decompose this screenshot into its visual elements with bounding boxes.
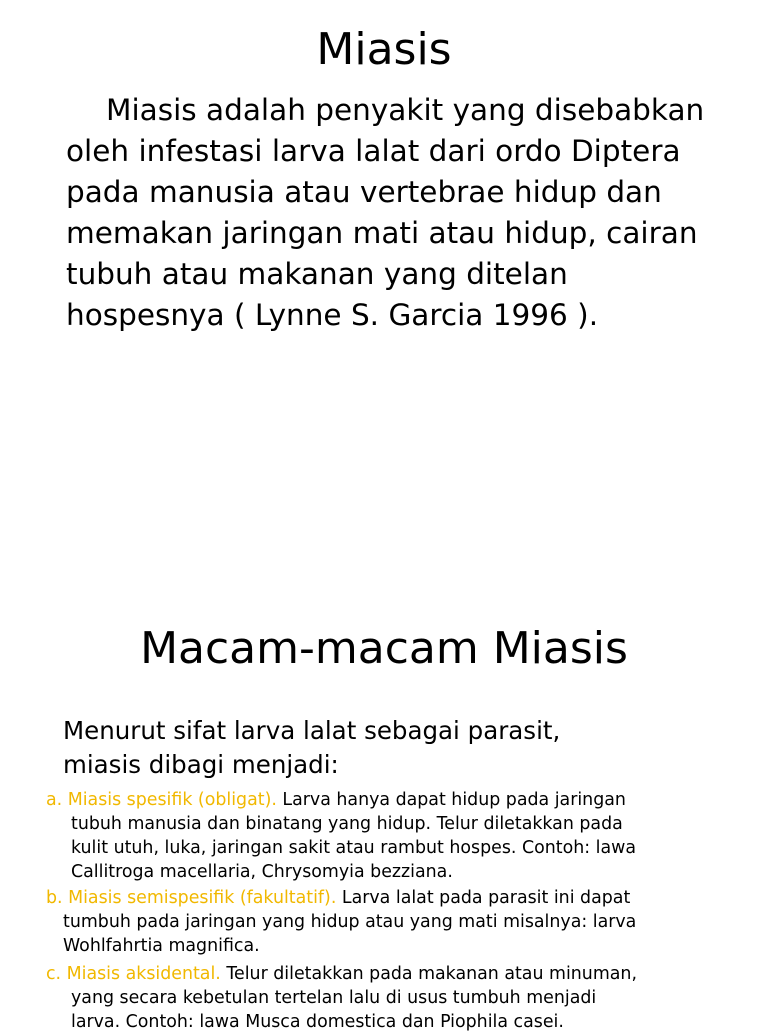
list-item-text: Telur diletakkan pada makanan atau minuman,	[226, 964, 637, 984]
list-item-label: a. Miasis spesifik (obligat).	[46, 790, 277, 810]
list-item-text: Wohlfahrtia magnifica.	[63, 936, 260, 956]
list-item-label: b. Miasis semispesifik (fakultatif).	[46, 888, 337, 908]
list-item-text: Larva hanya dapat hidup pada jaringan	[282, 790, 626, 810]
list-item-miasis-aksidental	[46, 962, 637, 1034]
list-item-first-line	[46, 962, 637, 986]
list-item-text: Callitroga macellaria, Chrysomyia bezziana.	[71, 862, 453, 882]
list-item-text: tubuh manusia dan binatang yang hidup. Telur diletakkan pada	[71, 814, 623, 834]
intro-line-2: miasis dibagi menjadi:	[63, 750, 339, 779]
slide2-intro	[63, 714, 703, 782]
list-item-label: c. Miasis aksidental.	[46, 964, 221, 984]
slide1-body-paragraph: Miasis adalah penyakit yang disebabkan oleh infestasi larva lalat dari ordo Diptera pada manusia atau vertebrae hidup dan memakan jaringan mati atau hidup, cairan tubuh atau makanan yang ditelan hospesnya ( Lynne S. Garcia 1996 ).	[66, 93, 705, 332]
intro-line-1: Menurut sifat larva lalat sebagai parasit,	[63, 716, 561, 745]
list-item-text: larva. Contoh: lawa Musca domestica dan Piophila casei.	[71, 1012, 564, 1032]
list-item-text: yang secara kebetulan tertelan lalu di usus tumbuh menjadi	[71, 988, 597, 1008]
list-item-text: kulit utuh, luka, jaringan sakit atau rambut hospes. Contoh: lawa	[71, 838, 636, 858]
list-item-first-line	[46, 886, 636, 910]
list-item-miasis-spesifik	[46, 788, 636, 884]
list-item-text: Larva lalat pada parasit ini dapat	[341, 888, 631, 908]
list-item-miasis-semispesifik	[46, 886, 636, 958]
list-item-first-line	[46, 788, 636, 812]
slide1-title: Miasis	[316, 24, 452, 75]
list-item-text: tumbuh pada jaringan yang hidup atau yang mati misalnya: larva	[63, 912, 637, 932]
slide2-title: Macam-macam Miasis	[140, 623, 628, 674]
